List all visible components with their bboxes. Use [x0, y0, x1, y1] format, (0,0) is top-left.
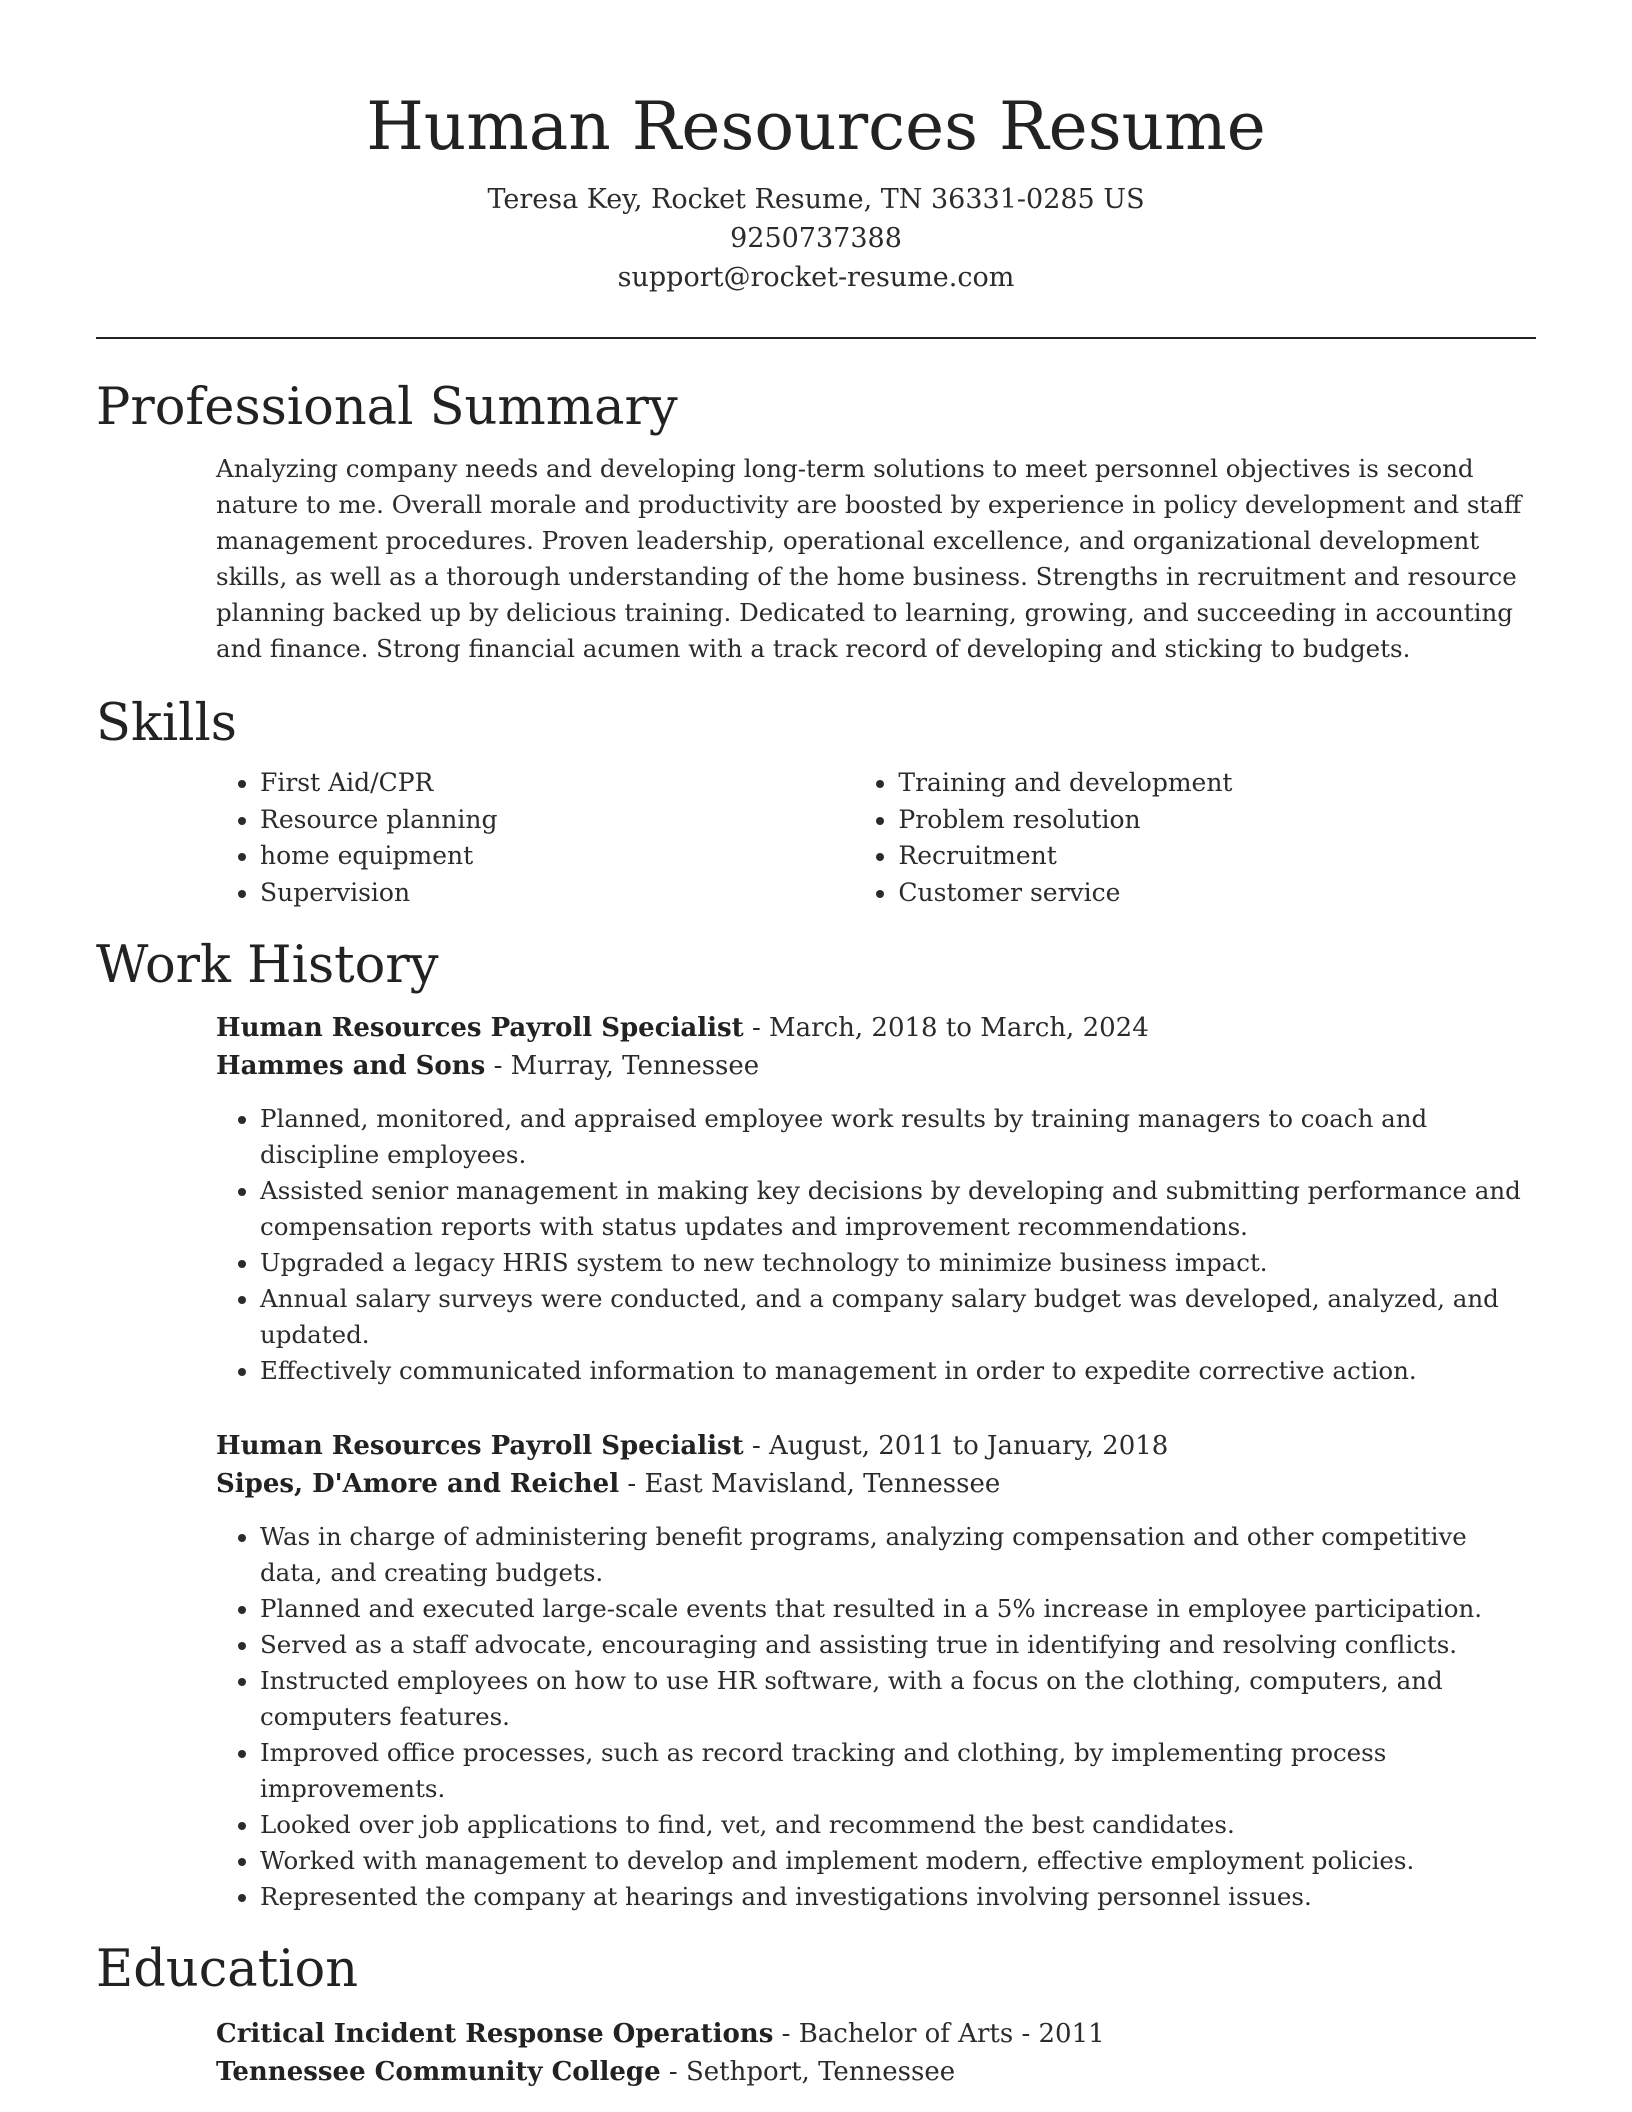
contact-info [96, 180, 1536, 297]
resume-header [96, 0, 1536, 297]
degree-year: 2011 [1038, 2019, 1105, 2049]
job-duty: • Worked with management to develop and implement modern, effective employment policies. [260, 1843, 1536, 1879]
separator: - [743, 1431, 770, 1461]
skill-item: • Recruitment [898, 838, 1536, 875]
job-title-line [216, 1009, 1536, 1047]
resume-title: Human Resources Resume [366, 88, 1266, 165]
skill-item: • Customer service [898, 875, 1536, 912]
education-section [96, 1937, 1536, 2091]
education-entry [216, 2015, 1536, 2091]
job-duty: • Planned and executed large-scale events that resulted in a 5% increase in employee participation. [260, 1591, 1536, 1627]
work-body [216, 1009, 1536, 1915]
skills-heading: Skills [96, 694, 237, 753]
job-duty: • Upgraded a legacy HRIS system to new technology to minimize business impact. [260, 1245, 1536, 1281]
separator: - [743, 1013, 770, 1043]
school-line [216, 2053, 1536, 2091]
summary-body [216, 451, 1536, 667]
professional-summary-section [96, 375, 1536, 667]
job-duty: • Served as a staff advocate, encouraging and assisting true in identifying and resolving conflicts. [260, 1627, 1536, 1663]
job-duty: • Annual salary surveys were conducted, and a company salary budget was developed, analyzed, and updated. [260, 1281, 1536, 1353]
skill-item: • Resource planning [260, 802, 854, 839]
job-title-line [216, 1427, 1536, 1465]
job-duty: • Assisted senior management in making key decisions by developing and submitting performance and compensation reports with status updates and improvement recommendations. [260, 1173, 1536, 1245]
job-duty: • Improved office processes, such as record tracking and clothing, by implementing process improvements. [260, 1735, 1536, 1807]
degree-line [216, 2015, 1536, 2053]
job-duty: • Was in charge of administering benefit programs, analyzing compensation and other competitive data, and creating budgets. [260, 1519, 1536, 1591]
skills-column-right [854, 765, 1536, 911]
skills-grid [216, 765, 1536, 911]
job-duty: • Represented the company at hearings and investigations involving personnel issues. [260, 1879, 1536, 1915]
school-location: Sethport, Tennessee [685, 2057, 956, 2087]
summary-heading: Professional Summary [96, 378, 678, 437]
work-history-section [96, 933, 1536, 1915]
contact-address: Teresa Key, Rocket Resume, TN 36331-0285 US [487, 184, 1145, 215]
separator: - [1013, 2019, 1039, 2049]
degree-type: Bachelor of Arts [798, 2019, 1014, 2049]
separator: - [660, 2057, 686, 2087]
job-duty: • Planned, monitored, and appraised employee work results by training managers to coach and discipline employees. [260, 1101, 1536, 1173]
resume-page [96, 0, 1536, 2091]
skill-item: • home equipment [260, 838, 854, 875]
summary-text: Analyzing company needs and developing long-term solutions to meet personnel objectives is second nature to me. Overall morale and productivity are boosted by experience in policy development and staff management procedures. Proven leadership, operational excellence, and organizational development skills, as well as a thorough understanding of the home business. Strengths in recruitment and resource planning backed up by delicious training. Dedicated to learning, growing, and succeeding in accounting and finance. Strong financial acumen with a track record of developing and sticking to budgets. [216, 454, 1522, 663]
degree-field: Critical Incident Response Operations [216, 2019, 774, 2049]
job-title: Human Resources Payroll Specialist [216, 1013, 744, 1043]
job-duty: • Looked over job applications to find, vet, and recommend the best candidates. [260, 1807, 1536, 1843]
job-dates: August, 2011 to January, 2018 [769, 1431, 1169, 1461]
job-duty: • Instructed employees on how to use HR software, with a focus on the clothing, computers, and computers features. [260, 1663, 1536, 1735]
job-duties [216, 1519, 1536, 1915]
job-entry [216, 1427, 1536, 1915]
separator: - [773, 2019, 799, 2049]
education-heading: Education [96, 1940, 359, 1999]
job-company-line [216, 1465, 1536, 1503]
contact-email: support@rocket-resume.com [617, 262, 1015, 293]
separator: - [485, 1051, 511, 1081]
skill-item: • Training and development [898, 765, 1536, 802]
job-company: Sipes, D'Amore and Reichel [216, 1469, 620, 1499]
header-divider [96, 337, 1536, 339]
job-location: Murray, Tennessee [510, 1051, 760, 1081]
work-heading: Work History [96, 936, 439, 995]
skill-item: • First Aid/CPR [260, 765, 854, 802]
skills-section [96, 691, 1536, 911]
school-name: Tennessee Community College [216, 2057, 661, 2087]
separator: - [619, 1469, 645, 1499]
job-location: East Mavisland, Tennessee [644, 1469, 1001, 1499]
skill-item: • Supervision [260, 875, 854, 912]
education-body [216, 2015, 1536, 2091]
skill-item: • Problem resolution [898, 802, 1536, 839]
job-company-line [216, 1047, 1536, 1085]
contact-phone: 9250737388 [730, 223, 902, 254]
job-entry [216, 1009, 1536, 1389]
skills-column-left [216, 765, 854, 911]
job-duty: • Effectively communicated information to management in order to expedite corrective action. [260, 1353, 1536, 1389]
job-title: Human Resources Payroll Specialist [216, 1431, 744, 1461]
job-dates: March, 2018 to March, 2024 [769, 1013, 1149, 1043]
job-company: Hammes and Sons [216, 1051, 486, 1081]
job-duties [216, 1101, 1536, 1389]
